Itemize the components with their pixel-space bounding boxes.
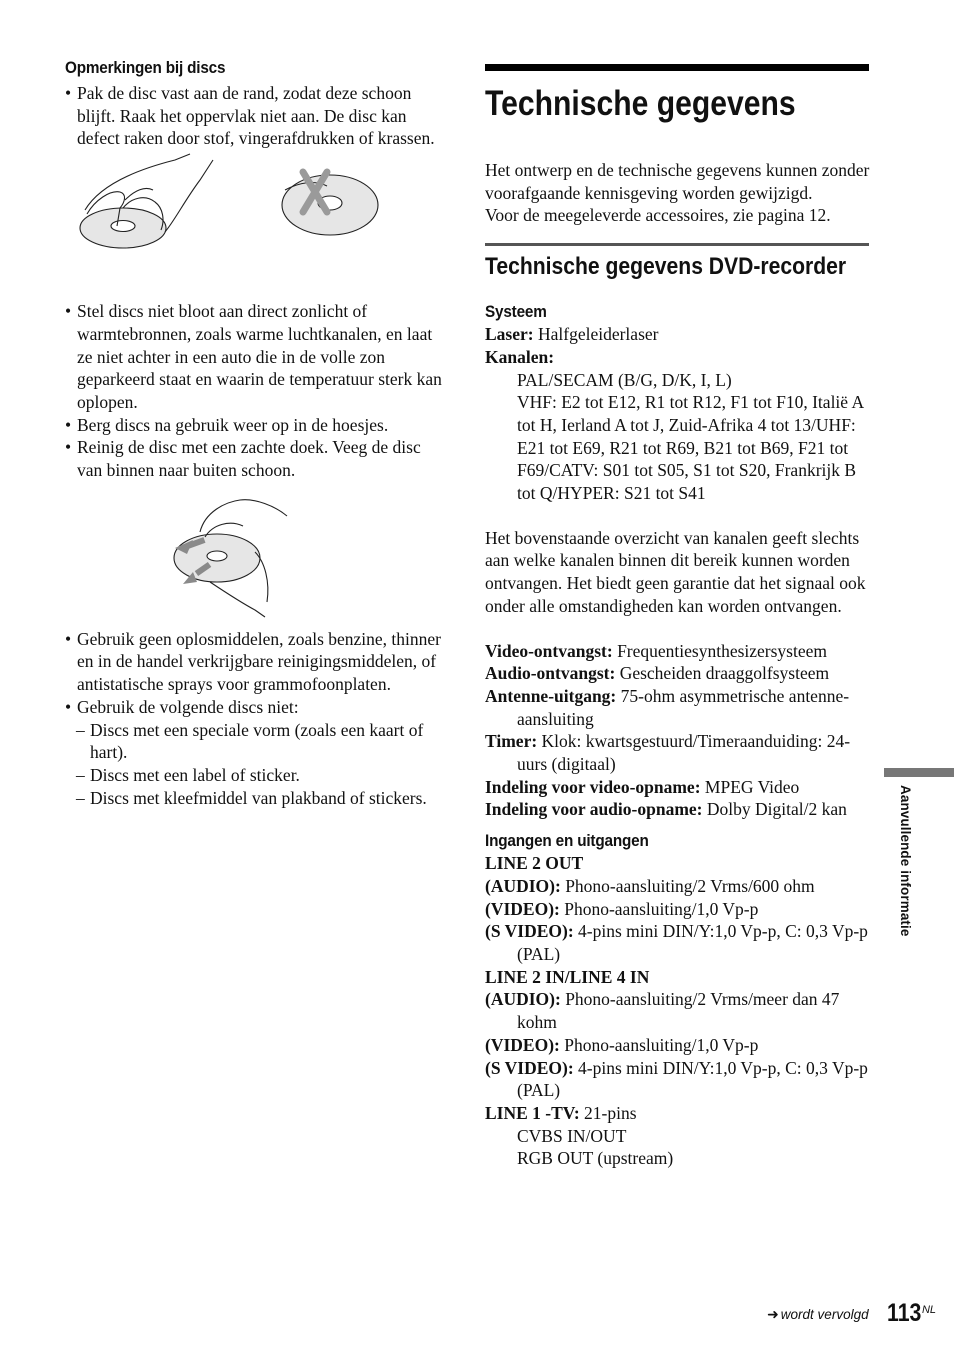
page-footer <box>767 1298 936 1328</box>
section-tab-marker <box>884 768 954 777</box>
disc-note-6: • Gebruik de volgende discs niet: <box>65 696 450 719</box>
section-rule <box>485 243 869 246</box>
disc-wipe-icon <box>174 499 287 616</box>
disc-notes-heading: Opmerkingen bij discs <box>65 58 226 77</box>
accessories-note: Voor de meegeleverde accessoires, zie pagina 12. <box>485 205 831 226</box>
disc-handling-illustration <box>65 150 450 300</box>
arrow-right-icon: ➜ <box>767 1306 779 1322</box>
right-column <box>485 64 870 1170</box>
disc-note-5: • Gebruik geen oplosmiddelen, zoals benzine, thinner en in de handel verkrijgbare reinigingsmiddelen, of antistatische sprays voor grammofoonplaten. <box>65 628 450 696</box>
line1-rgb: RGB OUT (upstream) <box>517 1148 674 1169</box>
disc-hold-correct-icon <box>80 154 213 248</box>
disc-note-6c: – Discs met kleefmiddel van plakband of stickers. <box>65 787 450 810</box>
title-rule <box>485 64 869 71</box>
intro-text: Het ontwerp en de technische gegevens kunnen zonder voorafgaande kennisgeving worden gewijzigd. <box>485 160 870 203</box>
disc-cleaning-figure <box>65 492 450 620</box>
audio-recording-format-spec: Indeling voor audio-opname: Dolby Digital/2 kan <box>485 799 847 820</box>
line1-cvbs: CVBS IN/OUT <box>517 1125 627 1146</box>
line2-in-audio: (AUDIO): Phono-aansluiting/2 Vrms/meer dan 47 kohm <box>485 989 840 1033</box>
kanalen-note: Het bovenstaande overzicht van kanalen geeft slechts aan welke kanalen binnen dit bereik kunnen worden ontvangen. Het biedt geen garantie dat het signaal ook onder alle omstandigheden kan worden ontvangen. <box>485 527 866 616</box>
disc-note-1: • Pak de disc vast aan de rand, zodat deze schoon blijft. Raak het oppervlak niet aan. De disc kan defect raken door stof, vingerafdrukken of krassen. <box>65 82 450 150</box>
disc-note-4: • Reinig de disc met een zachte doek. Veeg de disc van binnen naar buiten schoon. <box>65 436 450 481</box>
io-heading: Ingangen en uitgangen <box>485 831 649 851</box>
line2-in-video: (VIDEO): Phono-aansluiting/1,0 Vp-p <box>485 1034 759 1055</box>
antenna-output-spec: Antenne-uitgang: 75-ohm asymmetrische antenne-aansluiting <box>485 685 850 729</box>
line2-out-svideo: (S VIDEO): 4-pins mini DIN/Y:1,0 Vp-p, C: 0,3 Vp-p (PAL) <box>485 921 868 964</box>
video-reception-spec: Video-ontvangst: Frequentiesynthesizersysteem <box>485 640 828 661</box>
disc-note-6b: – Discs met een label of sticker. <box>65 764 450 787</box>
audio-reception-spec: Audio-ontvangst: Gescheiden draaggolfsysteem <box>485 663 830 684</box>
continued-note: ➜ wordt vervolgd <box>767 1306 869 1322</box>
disc-hold-incorrect-icon <box>282 172 378 235</box>
disc-handling-figure <box>65 150 450 300</box>
disc-note-2: • Stel discs niet bloot aan direct zonlicht of warmtebronnen, zoals warme luchtkanalen, en laat ze niet achter in een auto die in de volle zon geparkeerd staat en waarin de temperatuur sterk kan oplopen. <box>65 300 450 414</box>
timer-spec: Timer: Klok: kwartsgestuurd/Timeraanduiding: 24-uurs (digitaal) <box>485 731 851 775</box>
kanalen-label: Kanalen: <box>485 346 555 367</box>
line2-out-video: (VIDEO): Phono-aansluiting/1,0 Vp-p <box>485 898 759 919</box>
kanalen-list: VHF: E2 tot E12, R1 tot R12, F1 tot F10, Italië A tot H, Ierland A tot J, Zuid-Afrika 4 tot 13/UHF: E21 tot E69, R21 tot R69, B21 tot B69, F21 tot F69/CATV: S01 tot S05, S1 tot S20, Frankrijk B tot Q/HYPER: S21 tot S41 <box>517 392 864 504</box>
disc-cleaning-illustration <box>65 492 450 620</box>
systeem-heading: Systeem <box>485 302 547 322</box>
line2-in-label: LINE 2 IN/LINE 4 IN <box>485 966 650 987</box>
section-title: Technische gegevens DVD-recorder <box>485 253 847 281</box>
page-title: Technische gegevens <box>485 84 796 123</box>
line2-in-svideo: (S VIDEO): 4-pins mini DIN/Y:1,0 Vp-p, C: 0,3 Vp-p (PAL) <box>485 1057 868 1101</box>
laser-spec: Laser: Halfgeleiderlaser <box>485 324 659 345</box>
section-tab-label: Aanvullende informatie <box>898 785 913 937</box>
disc-note-3: • Berg discs na gebruik weer op in de hoesjes. <box>65 414 450 437</box>
disc-note-6a: – Discs met een speciale vorm (zoals een kaart of hart). <box>65 719 450 764</box>
line1-tv-spec: LINE 1 -TV: 21-pins <box>485 1102 637 1123</box>
video-recording-format-spec: Indeling voor video-opname: MPEG Video <box>485 776 800 797</box>
page-number: 113 <box>886 1299 921 1327</box>
kanalen-system: PAL/SECAM (B/G, D/K, I, L) <box>517 369 732 390</box>
left-column <box>65 58 450 809</box>
line2-out-label: LINE 2 OUT <box>485 853 584 874</box>
line2-out-audio: (AUDIO): Phono-aansluiting/2 Vrms/600 ohm <box>485 875 815 896</box>
language-code: NL <box>921 1304 936 1316</box>
